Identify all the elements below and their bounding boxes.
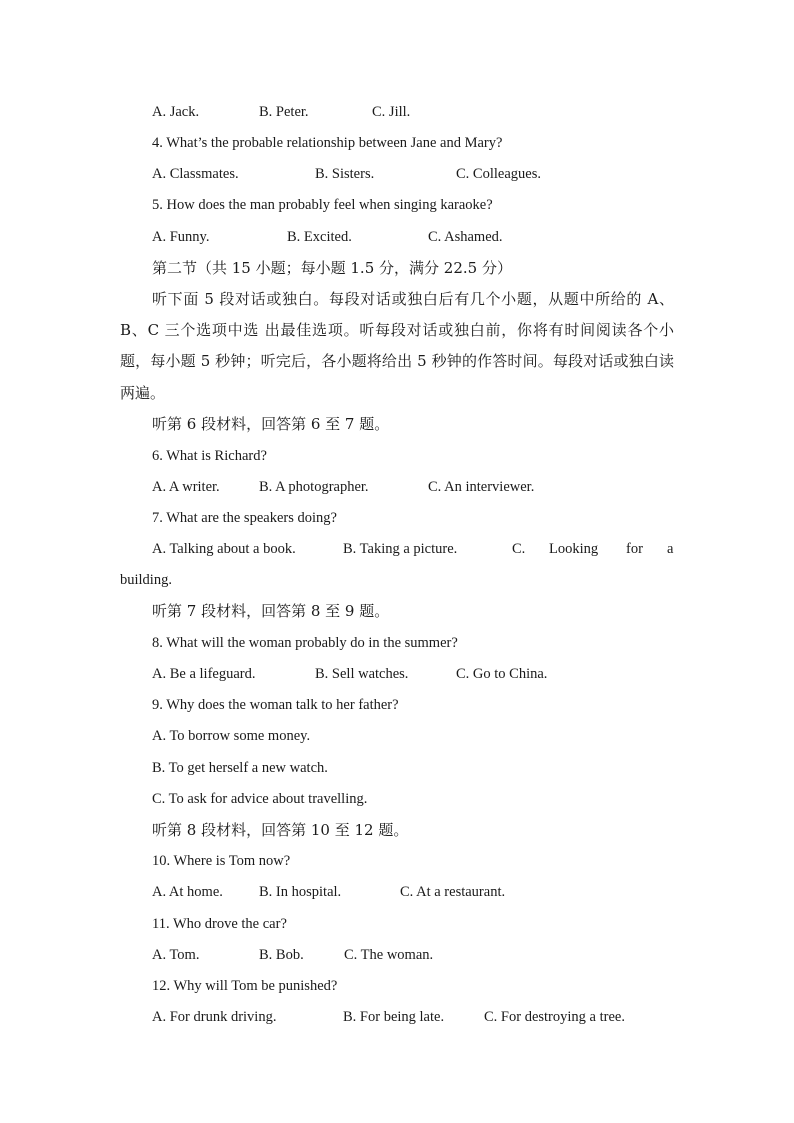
material6-heading: 听第 6 段材料，回答第 6 至 7 题。 — [152, 415, 390, 433]
q4-option-a: A. Classmates. — [152, 166, 239, 182]
q7-option-c-word2: for — [626, 541, 643, 557]
q7-option-c-continuation: building. — [120, 572, 172, 588]
q12-option-a: A. For drunk driving. — [152, 1009, 277, 1025]
q3-option-c: C. Jill. — [372, 104, 411, 120]
q9-option-c: C. To ask for advice about travelling. — [152, 791, 368, 807]
q9-option-b: B. To get herself a new watch. — [152, 760, 328, 776]
q11-question: 11. Who drove the car? — [152, 916, 287, 932]
q10-option-a: A. At home. — [152, 884, 223, 900]
q5-option-a: A. Funny. — [152, 229, 210, 245]
q11-option-b: B. Bob. — [259, 947, 304, 963]
q7-option-b: B. Taking a picture. — [343, 541, 458, 557]
q8-option-c: C. Go to China. — [456, 666, 548, 682]
q4-option-b: B. Sisters. — [315, 166, 375, 182]
q10-question: 10. Where is Tom now? — [152, 853, 291, 869]
q6-option-c: C. An interviewer. — [428, 479, 535, 495]
q12-option-b: B. For being late. — [343, 1009, 445, 1025]
q5-option-c: C. Ashamed. — [428, 229, 503, 245]
q4-option-c: C. Colleagues. — [456, 166, 541, 182]
q12-option-c: C. For destroying a tree. — [484, 1009, 625, 1025]
q7-question: 7. What are the speakers doing? — [152, 510, 337, 526]
q7-option-a: A. Talking about a book. — [152, 541, 296, 557]
q3-option-b: B. Peter. — [259, 104, 309, 120]
section2-instructions: 听下面 5 段对话或独白。每段对话或独白后有几个小题，从题中所给的 A、B、C 三个选项中选 出最佳选项。听每段对话或独白前，你将有时间阅读各个小题，每小题 5 秒钟；听完后，各小题将给出 5 秒钟的作答时间。每段对话或独白读两遍。 — [120, 290, 674, 402]
q6-option-b: B. A photographer. — [259, 479, 369, 495]
q11-option-c: C. The woman. — [344, 947, 434, 963]
q6-option-a: A. A writer. — [152, 479, 220, 495]
q10-option-b: B. In hospital. — [259, 884, 342, 900]
q11-option-a: A. Tom. — [152, 947, 200, 963]
q7-option-c-word1: Looking — [549, 541, 599, 557]
q5-option-b: B. Excited. — [287, 229, 352, 245]
q6-question: 6. What is Richard? — [152, 448, 267, 464]
q5-question: 5. How does the man probably feel when singing karaoke? — [152, 197, 493, 213]
q9-question: 9. Why does the woman talk to her father? — [152, 697, 399, 713]
q7-option-c-word3: a — [667, 541, 674, 557]
q10-option-c: C. At a restaurant. — [400, 884, 506, 900]
q8-question: 8. What will the woman probably do in the summer? — [152, 635, 458, 651]
q9-option-a: A. To borrow some money. — [152, 728, 311, 744]
q4-question: 4. What’s the probable relationship between Jane and Mary? — [152, 135, 503, 151]
q12-question: 12. Why will Tom be punished? — [152, 978, 338, 994]
q3-option-a: A. Jack. — [152, 104, 200, 120]
material8-heading: 听第 8 段材料，回答第 10 至 12 题。 — [152, 821, 409, 839]
q7-option-c-label: C. — [512, 541, 526, 557]
material7-heading: 听第 7 段材料，回答第 8 至 9 题。 — [152, 602, 390, 620]
q8-option-b: B. Sell watches. — [315, 666, 409, 682]
section2-heading: 第二节（共 15 小题；每小题 1.5 分，满分 22.5 分） — [152, 259, 512, 277]
q8-option-a: A. Be a lifeguard. — [152, 666, 256, 682]
